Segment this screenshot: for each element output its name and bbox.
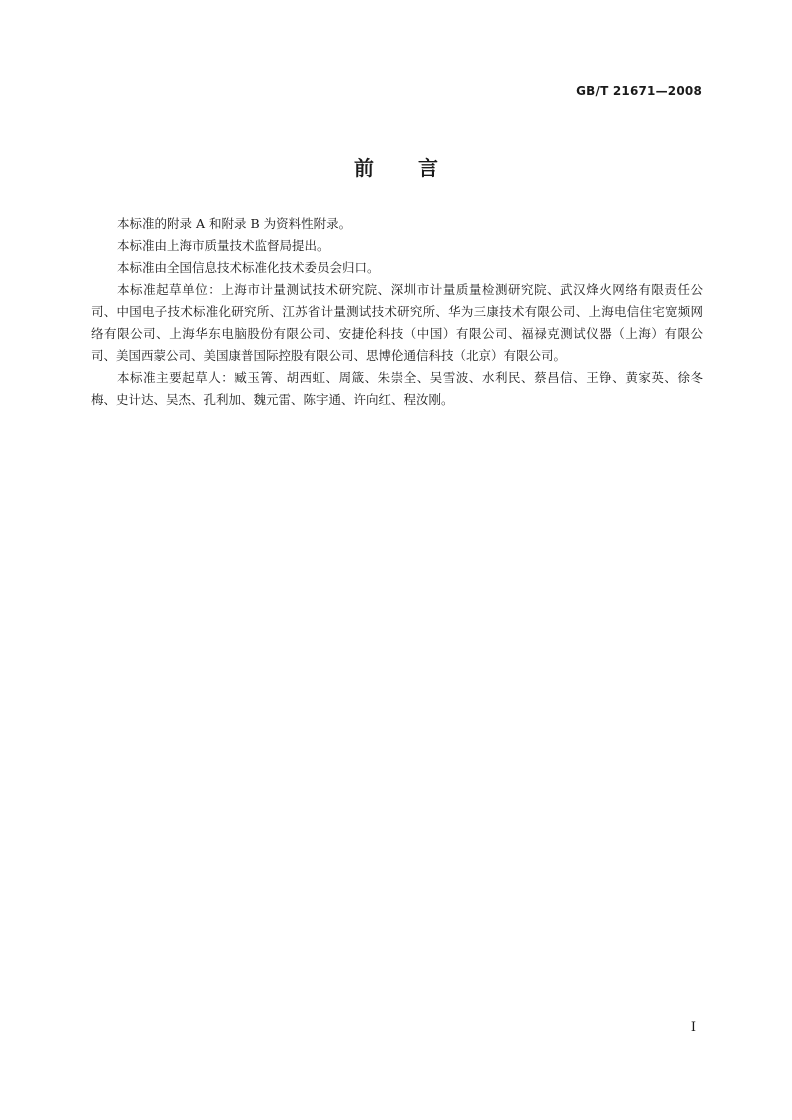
paragraph-drafters: 本标准主要起草人：臧玉箐、胡西虹、周箴、朱崇全、吴雪波、水利民、蔡昌信、王铮、黄家英、徐冬梅、史计达、吴杰、孔利加、魏元雷、陈宇通、许向红、程汝刚。 bbox=[91, 370, 703, 407]
standard-code: GB/T 21671—2008 bbox=[576, 84, 702, 98]
paragraph-proposer: 本标准由上海市质量技术监督局提出。 bbox=[117, 238, 330, 253]
page-title: 前言 bbox=[354, 156, 482, 180]
foreword-body bbox=[91, 213, 703, 411]
paragraph-appendix-note: 本标准的附录 A 和附录 B 为资料性附录。 bbox=[117, 216, 352, 231]
paragraph-drafting-units: 本标准起草单位：上海市计量测试技术研究院、深圳市计量质量检测研究院、武汉烽火网络有限责任公司、中国电子技术标准化研究所、江苏省计量测试技术研究所、华为三康技术有限公司、上海电信住宅宽频网络有限公司、上海华东电脑股份有限公司、安捷伦科技（中国）有限公司、福禄克测试仪器（上海）有限公司、美国西蒙公司、美国康普国际控股有限公司、思博伦通信科技（北京）有限公司。 bbox=[91, 282, 703, 363]
page-number: I bbox=[690, 1020, 696, 1035]
paragraph-committee: 本标准由全国信息技术标准化技术委员会归口。 bbox=[117, 260, 380, 275]
